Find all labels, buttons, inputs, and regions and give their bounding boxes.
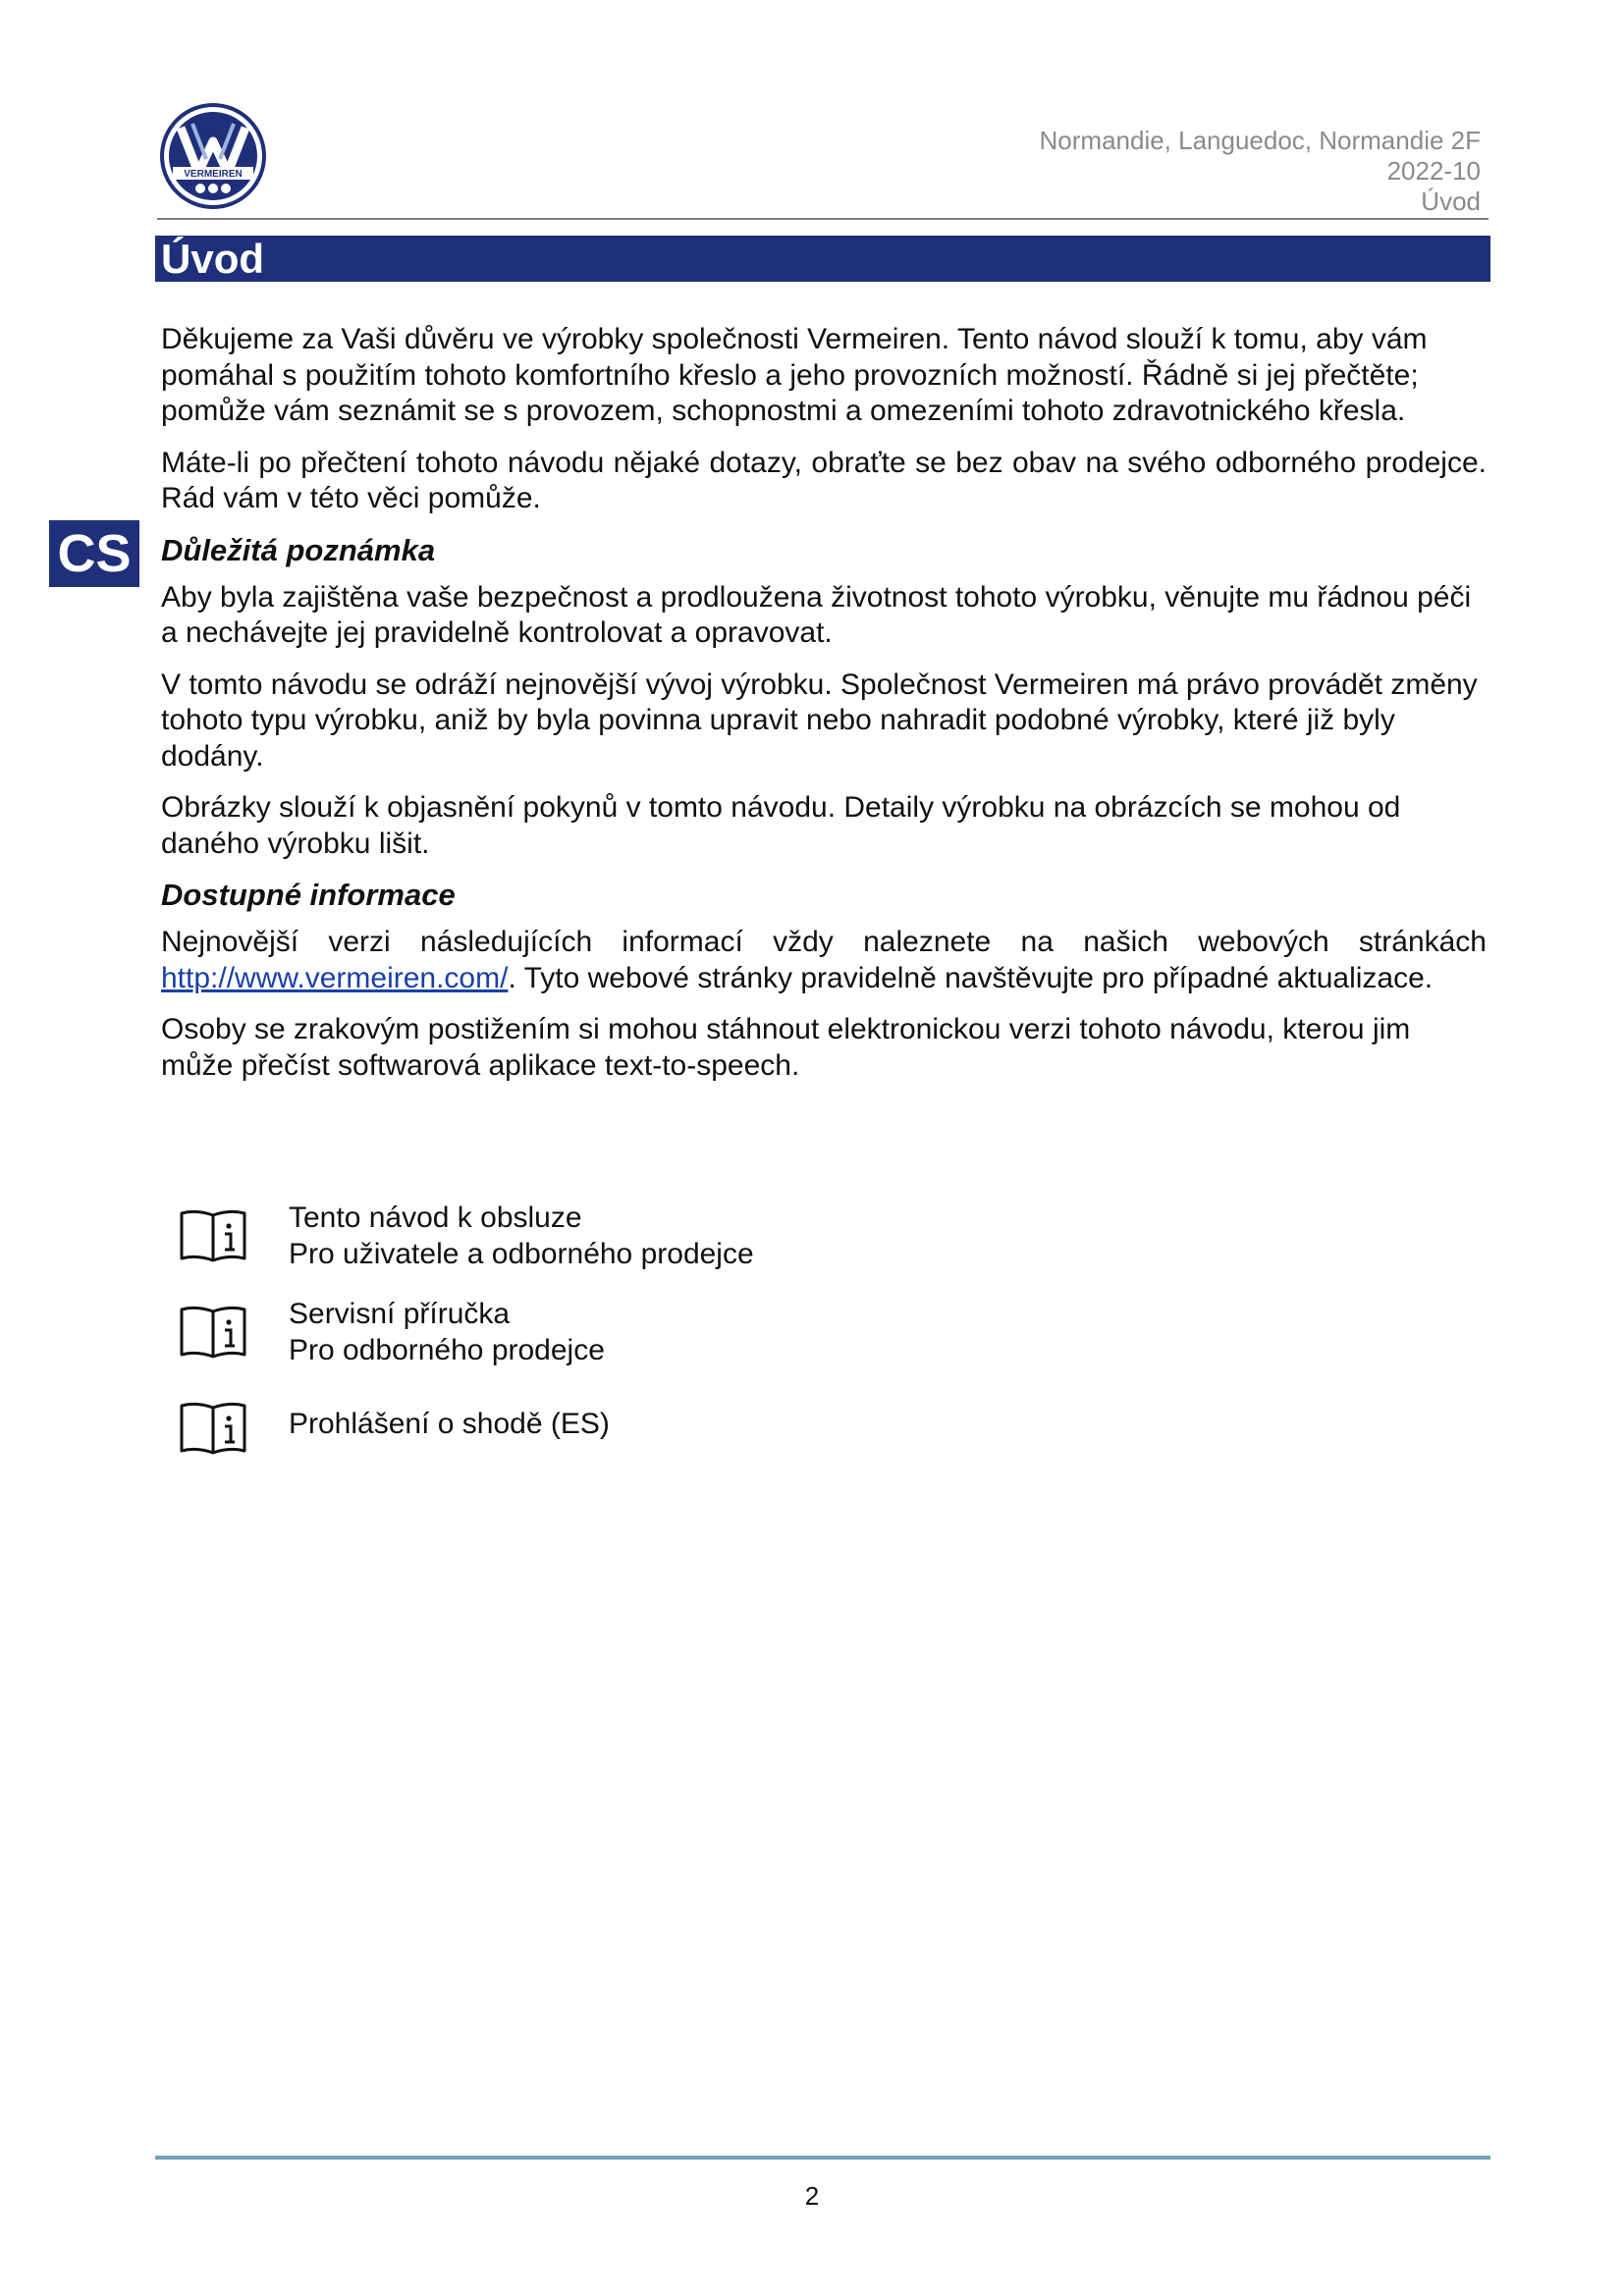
list-item [177,1392,1060,1451]
important-paragraph-2: V tomto návodu se odráží nejnovější vývoj výrobku. Společnost Vermeiren má právo provádět změny tohoto typu výrobku, aniž by byla povinna upravit nebo nahradit podobné výrobky, které již byly dodány. [161,667,1478,773]
list-item [177,1200,1060,1296]
available-paragraph-2: Osoby se zrakovým postižením si mohou stáhnout elektronickou verzi tohoto návodu, kterou jim může přečíst softwarová aplikace text-to-speech. [161,1013,1411,1082]
important-paragraph-1: Aby byla zajištěna vaše bezpečnost a prodloužena životnost tohoto výrobku, věnujte mu řádnou péči a nechávejte jej pravidelně kontrolovat a opravovat. [161,580,1472,649]
intro-paragraph-2: Máte-li po přečtení tohoto návodu nějaké dotazy, obraťte se bez obav na svého odborného prodejce. Rád vám v této věci pomůže. [161,446,1487,514]
footer-divider [155,2156,1490,2160]
page-number: 2 [804,2181,820,2211]
important-paragraph-3: Obrázky slouží k objasnění pokynů v tomto návodu. Detaily výrobku na obrázcích se mohou od daného výrobku lišit. [161,791,1401,860]
vermeiren-website-link[interactable]: http://www.vermeiren.com/ [161,961,509,994]
header-meta [1040,126,1481,217]
available-heading: Dostupné informace [161,878,456,912]
header-date: 2022-10 [1386,156,1481,186]
page-title: Úvod [155,236,1490,282]
language-badge: CS [49,520,139,587]
book-info-icon [179,1207,247,1264]
available-text-before: Nejnovější verzi následujících informací vždy naleznete na našich webových stránkách [161,926,1487,958]
header-divider [157,218,1489,220]
important-heading: Důležitá poznámka [161,532,436,567]
document-list [177,1200,1060,1451]
document-title: Prohlášení o shodě (ES) [289,1408,610,1440]
document-title: Tento návod k obsluze [289,1201,582,1234]
vermeiren-logo [159,102,267,210]
main-content [161,322,1487,1099]
available-text-after: . Tyto webové stránky pravidelně navštěvujte pro případné aktualizace. [508,961,1434,994]
available-paragraph-1 [161,925,1487,996]
book-info-icon [179,1400,247,1457]
book-info-icon [179,1304,247,1361]
intro-paragraph-1: Děkujeme za Vaši důvěru ve výrobky společnosti Vermeiren. Tento návod slouží k tomu, aby vám pomáhal s použitím tohoto komfortního křeslo a jeho provozních možností. Řádně si jej přečtěte; pomůže vám seznámit se s provozem, schopnostmi a omezeními tohoto zdravotnického křesla. [161,323,1428,427]
document-title: Servisní příručka [289,1298,511,1330]
document-subtitle: Pro uživatele a odborného prodejce [289,1238,754,1270]
list-item [177,1296,1060,1392]
logo-text: VERMEIREN [184,169,243,180]
header-product: Normandie, Languedoc, Normandie 2F [1039,126,1481,155]
header-section: Úvod [1421,187,1481,216]
document-subtitle: Pro odborného prodejce [289,1334,605,1366]
